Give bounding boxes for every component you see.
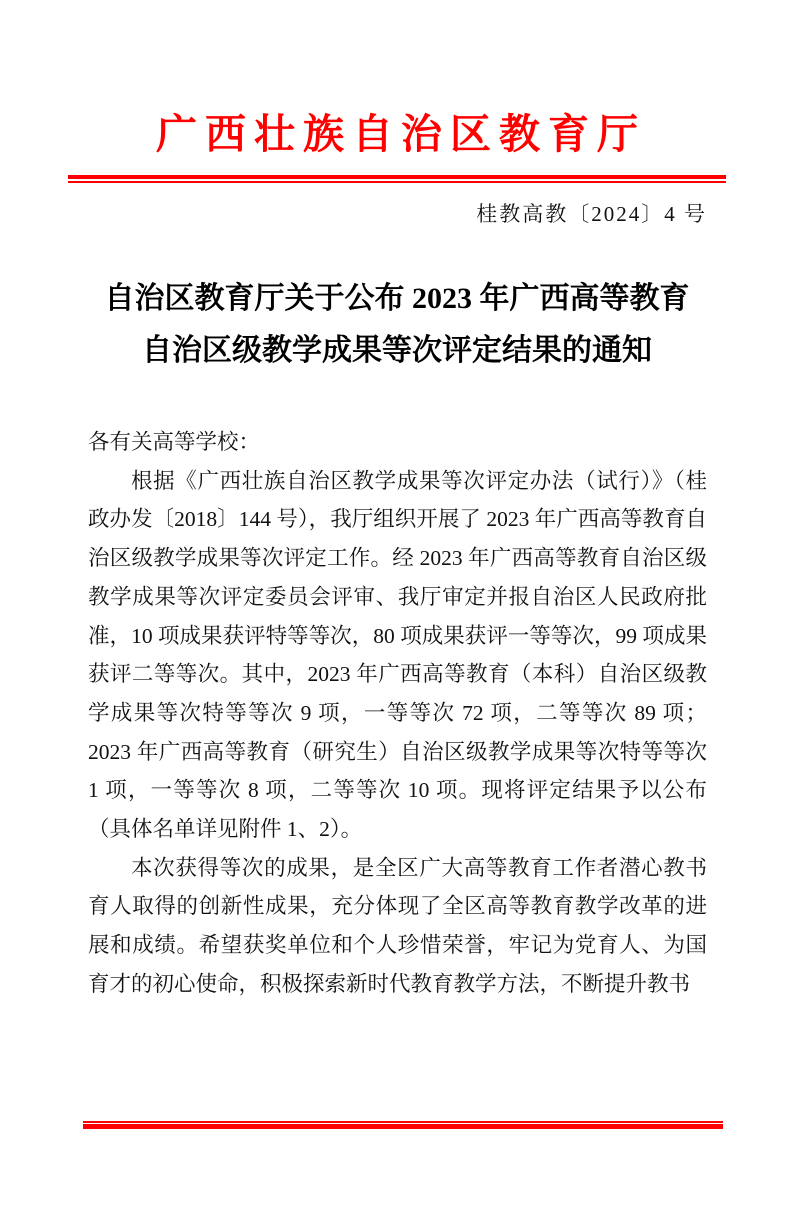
letterhead-rule-thin-line xyxy=(68,181,726,183)
letterhead-agency-title: 广西壮族自治区教育厅 xyxy=(156,111,646,157)
document-title xyxy=(0,273,794,377)
letterhead-rule xyxy=(68,175,726,183)
body-paragraph: 根据《广西壮族自治区教学成果等次评定办法（试行）》（桂政办发〔2018〕144 号），我厅组织开展了 2023 年广西高等教育自治区级教学成果等次评定工作。经 2023 年广西高等教育自治区级教学成果等次评定委员会评审、我厅审定并报自治区人民政府批准，10 项成果获评特等等次，80 项成果获评一等等次，99 项成果获评二等等次。其中，2023 年广西高等教育（本科）自治区级教学成果等次特等等次 9 项，一等等次 72 项，二等等次 89 项；2023 年广西高等教育（研究生）自治区级教学成果等次特等等次 1 项，一等等次 8 项，二等等次 10 项。现将评定结果予以公布（具体名单详见附件 1、2）。 xyxy=(88,468,707,842)
document-body xyxy=(88,423,707,1004)
document-title-line-2: 自治区级教学成果等次评定结果的通知 xyxy=(142,334,652,367)
footer-rule xyxy=(83,1121,723,1129)
doc-reference-number: 桂教高教〔2024〕4 号 xyxy=(476,202,707,226)
document-page xyxy=(0,108,794,1215)
salutation: 各有关高等学校： xyxy=(88,430,261,454)
body-paragraph: 本次获得等次的成果，是全区广大高等教育工作者潜心教书育人取得的创新性成果，充分体现了全区高等教育教学改革的进展和成绩。希望获奖单位和个人珍惜荣誉，牢记为党育人、为国育才的初心使命，积极探索新时代教育教学方法，不断提升教书 xyxy=(88,855,707,996)
document-title-line-1: 自治区教育厅关于公布 2023 年广西高等教育 xyxy=(104,282,690,315)
footer-rule-thick-line xyxy=(83,1124,723,1129)
